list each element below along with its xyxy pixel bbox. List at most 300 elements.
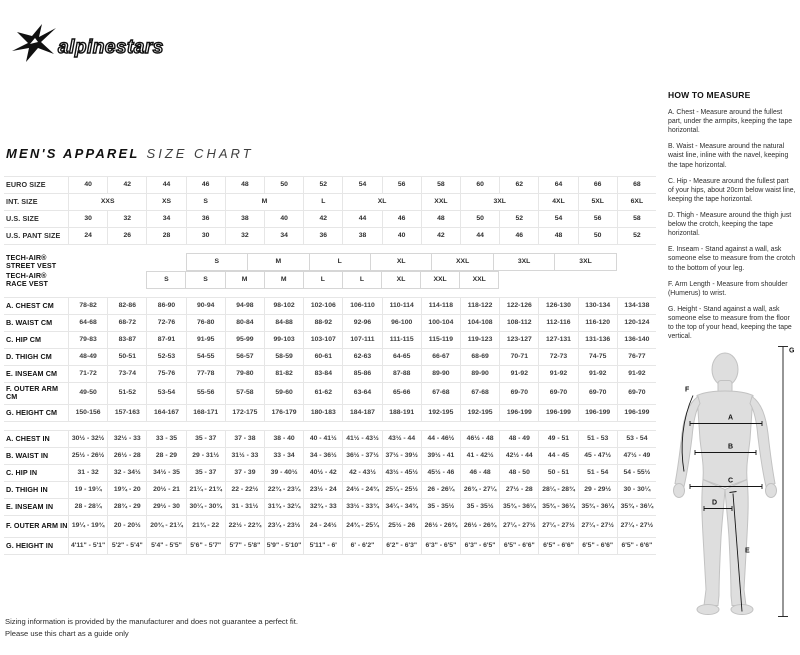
table-row (4, 499, 656, 516)
table-cell: 27¼ - 27½ (538, 516, 577, 538)
table-cell: 77-78 (186, 366, 225, 383)
table-cell: 38 (225, 211, 264, 228)
table-cell: 188-191 (382, 405, 421, 422)
table-cell: 26½ - 26¾ (460, 516, 499, 538)
table-cell: 52 (617, 228, 656, 245)
table-cell: 29 - 29½ (578, 482, 617, 499)
table-cell: 81-82 (264, 366, 303, 383)
table-cell: 45½ - 46 (421, 465, 460, 482)
table-cell: 4'11" - 5'1" (68, 538, 107, 555)
table-cell: 32 (225, 228, 264, 245)
table-cell: 35¾ - 36¼ (617, 499, 656, 516)
table-cell: 192-195 (460, 405, 499, 422)
table-cell: 136-140 (617, 332, 656, 349)
how-to-measure-panel (668, 90, 796, 348)
table-cell: 35 - 37 (186, 465, 225, 482)
table-cell: 6' - 6'2" (342, 538, 381, 555)
table-cell: 48-49 (68, 349, 107, 366)
table-cell: 38 (342, 228, 381, 245)
table-cell: 68 (617, 176, 656, 194)
table-cell: 72-76 (146, 315, 185, 332)
footer-line-1: Sizing information is provided by the manufacturer and does not guarantee a perfect fit. (5, 617, 298, 626)
table-cell: 38 - 40 (264, 430, 303, 448)
tech-air-size-cells (186, 253, 617, 271)
table-cell: 54 (342, 176, 381, 194)
table-cell: 58 (421, 176, 460, 194)
vest-size-cell: XXL (432, 253, 493, 271)
table-cell: 118-122 (460, 297, 499, 315)
table-cell: 123-127 (499, 332, 538, 349)
table-cell: 120-124 (617, 315, 656, 332)
table-cell: 59-60 (264, 383, 303, 405)
table-row (4, 332, 656, 349)
table-cell: 89-90 (421, 366, 460, 383)
table-cell: 5'6" - 5'7" (186, 538, 225, 555)
table-cell: 23¼ - 23½ (264, 516, 303, 538)
logo-wordmark: alpinestars (58, 37, 164, 58)
table-cell: 95-99 (225, 332, 264, 349)
vest-size-cell: M (248, 253, 309, 271)
row-label: A. CHEST IN (4, 430, 68, 448)
table-cell: 114-118 (421, 297, 460, 315)
label-d: D (712, 499, 718, 507)
table-cell: 56 (382, 176, 421, 194)
table-cell: 107-111 (342, 332, 381, 349)
table-cell: 57-58 (225, 383, 264, 405)
table-cell: 92-96 (342, 315, 381, 332)
table-cell: 25¼ - 25½ (382, 482, 421, 499)
table-cell: 32 - 34½ (107, 465, 146, 482)
table-cell: 54-55 (186, 349, 225, 366)
table-cell: 35 - 35½ (421, 499, 460, 516)
table-cell: 21¾ - 22 (186, 516, 225, 538)
table-cell: 24 (68, 228, 107, 245)
table-cell: 48 (538, 228, 577, 245)
row-label: G. HEIGHT IN (4, 538, 68, 555)
footer-line-2: Please use this chart as a guide only (5, 629, 129, 638)
table-cell: 87-88 (382, 366, 421, 383)
table-cell: 24½ - 24¾ (342, 482, 381, 499)
table-cell: 28 - 28¼ (68, 499, 107, 516)
table-cell: 180-183 (303, 405, 342, 422)
table-cell: 30 (68, 211, 107, 228)
table-cell: 55-56 (186, 383, 225, 405)
table-cell: 90-94 (186, 297, 225, 315)
table-cell: 5XL (578, 194, 617, 211)
page-title (6, 146, 254, 161)
table-cell: 110-114 (382, 297, 421, 315)
table-cell: 111-115 (382, 332, 421, 349)
table-cell: 168-171 (186, 405, 225, 422)
table-cell: 23½ - 24 (303, 482, 342, 499)
table-cell: 69-70 (617, 383, 656, 405)
table-cell: 26¾ - 27¼ (460, 482, 499, 499)
table-cell: 39 - 40½ (264, 465, 303, 482)
table-cell: 60 (460, 176, 499, 194)
table-cell: 88-92 (303, 315, 342, 332)
table-cell: 42½ - 44 (499, 448, 538, 465)
table-cell: 78-82 (68, 297, 107, 315)
table-row (4, 211, 656, 228)
table-cell: 44 (146, 176, 185, 194)
table-cell: 50-51 (107, 349, 146, 366)
table-cell: 6XL (617, 194, 656, 211)
table-cell: 130-134 (578, 297, 617, 315)
table-cell: 104-108 (460, 315, 499, 332)
table-cell: 19¼ - 19¾ (68, 516, 107, 538)
table-cell: 6'5" - 6'6" (578, 538, 617, 555)
label-g: G (789, 347, 795, 355)
row-label: A. CHEST CM (4, 297, 68, 315)
table-cell: 72-73 (538, 349, 577, 366)
vest-size-cell: 3XL (494, 253, 555, 271)
vest-size-cell: S (146, 271, 186, 289)
table-cell: 42 (107, 176, 146, 194)
table-cell: 34¼ - 34¾ (382, 499, 421, 516)
table-cell: 50 (578, 228, 617, 245)
table-cell: 44 - 45 (538, 448, 577, 465)
table-cell: 56 (578, 211, 617, 228)
vest-size-cell: 3XL (555, 253, 616, 271)
row-label: B. WAIST IN (4, 448, 68, 465)
table-cell: 119-123 (460, 332, 499, 349)
table-cell: XXL (421, 194, 460, 211)
table-cell: 46 (186, 176, 225, 194)
table-cell: 96-100 (382, 315, 421, 332)
table-cell: 27½ - 28 (499, 482, 538, 499)
table-cell: 49-50 (68, 383, 107, 405)
table-cell: 30¼ - 30¾ (186, 499, 225, 516)
table-cell: 29 - 31½ (186, 448, 225, 465)
measure-instruction-height: G. Height - Stand against a wall, ask someone else to measure from the floor to the top of your head, keeping the tape vertical. (668, 305, 792, 341)
table-cell: 33 - 34 (264, 448, 303, 465)
table-cell: 6'3" - 6'5" (460, 538, 499, 555)
table-cell: 116-120 (578, 315, 617, 332)
table-cell: 64-65 (382, 349, 421, 366)
tech-air-size-cells (146, 271, 499, 289)
table-row (4, 430, 656, 448)
vest-size-cell: M (265, 271, 304, 289)
vest-size-cell: XXL (421, 271, 460, 289)
table-cell: 54 (538, 211, 577, 228)
table-cell: 51-52 (107, 383, 146, 405)
vest-size-cell: S (186, 253, 248, 271)
table-cell: 64-68 (68, 315, 107, 332)
table-cell: 54 - 55½ (617, 465, 656, 482)
table-cell: 27¼ - 27½ (499, 516, 538, 538)
table-cell: 82-86 (107, 297, 146, 315)
table-cell: 196-199 (499, 405, 538, 422)
row-label: U.S. SIZE (4, 211, 68, 228)
table-cell: 26 (107, 228, 146, 245)
measure-instruction-arm: F. Arm Length - Measure from shoulder (Humerus) to wrist. (668, 280, 788, 297)
table-cell: 6'2" - 6'3" (382, 538, 421, 555)
measure-instruction-inseam: E. Inseam - Stand against a wall, ask someone else to measure from the crotch to the bottom of your leg. (668, 246, 796, 272)
table-cell: 103-107 (303, 332, 342, 349)
table-cell: 91-92 (617, 366, 656, 383)
table-cell: 40 (382, 228, 421, 245)
table-cell: 30 - 30¼ (617, 482, 656, 499)
row-label: D. THIGH CM (4, 349, 68, 366)
table-row (4, 405, 656, 422)
table-cell: 25½ - 26 (382, 516, 421, 538)
row-label: B. WAIST CM (4, 315, 68, 332)
table-cell: 53 - 54 (617, 430, 656, 448)
table-cell: 48 - 50 (499, 465, 538, 482)
table-row (4, 349, 656, 366)
row-label: E. INSEAM CM (4, 366, 68, 383)
table-cell: 73-74 (107, 366, 146, 383)
table-cell: 102-106 (303, 297, 342, 315)
table-cell: 58 (617, 211, 656, 228)
table-cell: 112-116 (538, 315, 577, 332)
table-cell: 91-92 (578, 366, 617, 383)
table-cell: 100-104 (421, 315, 460, 332)
table-cell: 172-175 (225, 405, 264, 422)
table-cell: 40 - 41½ (303, 430, 342, 448)
table-cell: 36 (186, 211, 225, 228)
table-cell: 99-103 (264, 332, 303, 349)
table-cell: 4XL (538, 194, 577, 211)
table-cell: 69-70 (499, 383, 538, 405)
table-cell: 36 (303, 228, 342, 245)
table-cell: 40 (68, 176, 107, 194)
row-label: EURO SIZE (4, 176, 68, 194)
table-cell: 22½ - 22¾ (225, 516, 264, 538)
table-cell: 42 - 43½ (342, 465, 381, 482)
table-cell: 196-199 (538, 405, 577, 422)
table-cell: 34 - 36½ (303, 448, 342, 465)
table-cell: 91-92 (499, 366, 538, 383)
table-cell: 46½ - 48 (460, 430, 499, 448)
row-label: U.S. PANT SIZE (4, 228, 68, 245)
table-cell: S (186, 194, 225, 211)
label-b: B (728, 443, 734, 451)
table-cell: 122-126 (499, 297, 538, 315)
table-row (4, 366, 656, 383)
table-cell: 22 - 22½ (225, 482, 264, 499)
table-cell: 83-84 (303, 366, 342, 383)
table-row (4, 465, 656, 482)
row-label: G. HEIGHT CM (4, 405, 68, 422)
table-cell: 63-64 (342, 383, 381, 405)
row-label: C. HIP CM (4, 332, 68, 349)
table-cell: 79-80 (225, 366, 264, 383)
table-cell: 35¾ - 36¼ (538, 499, 577, 516)
table-cell: 26½ - 28 (107, 448, 146, 465)
table-cell: 34 (146, 211, 185, 228)
table-cell: 22¾ - 23¼ (264, 482, 303, 499)
measure-instruction-hip: C. Hip - Measure around the fullest part of your hips, about 20cm below waist line, keeping the tape horizontal. (668, 177, 796, 203)
table-cell: 35 - 37 (186, 430, 225, 448)
table-cell: 192-195 (421, 405, 460, 422)
table-row (4, 482, 656, 499)
table-cell: 6'5" - 6'6" (538, 538, 577, 555)
table-cell: 127-131 (538, 332, 577, 349)
measure-instruction-chest: A. Chest - Measure around the fullest part, under the armpits, keeping the tape horizontal. (668, 109, 793, 135)
table-cell: 19 - 19¼ (68, 482, 107, 499)
table-cell: 27¼ - 27½ (578, 516, 617, 538)
table-cell: 45 - 47½ (578, 448, 617, 465)
table-cell: 35 - 35½ (460, 499, 499, 516)
table-cell: 62 (499, 176, 538, 194)
table-cell: 87-91 (146, 332, 185, 349)
table-cell: 31 - 32 (68, 465, 107, 482)
table-cell: 43½ - 44 (382, 430, 421, 448)
table-cell: 60-61 (303, 349, 342, 366)
table-cell: 176-179 (264, 405, 303, 422)
table-cell: 24¾ - 25¼ (342, 516, 381, 538)
body-measurement-diagram (640, 338, 800, 646)
table-cell: 33½ - 33¾ (342, 499, 381, 516)
table-cell: 150-156 (68, 405, 107, 422)
table-cell: 28 (146, 228, 185, 245)
table-cell: 32½ - 33 (107, 430, 146, 448)
table-cell: 41½ - 43½ (342, 430, 381, 448)
label-f: F (685, 386, 690, 394)
table-cell: 40 (264, 211, 303, 228)
table-cell: 84-88 (264, 315, 303, 332)
table-cell: 48 (421, 211, 460, 228)
body-diagram-graphic (640, 338, 800, 646)
table-row (4, 176, 656, 194)
table-cell: 62-63 (342, 349, 381, 366)
table-cell: 196-199 (578, 405, 617, 422)
table-cell: 69-70 (538, 383, 577, 405)
table-cell: 26 - 26¼ (421, 482, 460, 499)
table-row (4, 538, 656, 555)
table-cell: 80-84 (225, 315, 264, 332)
table-cell: 44 - 46½ (421, 430, 460, 448)
table-cell: 5'2" - 5'4" (107, 538, 146, 555)
label-a: A (728, 414, 734, 422)
label-e: E (745, 547, 750, 555)
table-cell: 32¾ - 33 (303, 499, 342, 516)
vest-size-cell: L (310, 253, 371, 271)
table-cell: 25½ - 26½ (68, 448, 107, 465)
table-cell: 34½ - 35 (146, 465, 185, 482)
alpinestars-logo-graphic (8, 20, 178, 68)
table-cell: 20¾ - 21¼ (146, 516, 185, 538)
table-row (4, 315, 656, 332)
table-cell: 35¾ - 36¼ (578, 499, 617, 516)
table-cell: 89-90 (460, 366, 499, 383)
table-cell: 5'4" - 5'5" (146, 538, 185, 555)
table-cell: 28 - 29 (146, 448, 185, 465)
table-cell: 41 - 42½ (460, 448, 499, 465)
vest-size-cell: XXL (460, 271, 499, 289)
table-cell: 52 (303, 176, 342, 194)
table-cell: 5'11" - 6' (303, 538, 342, 555)
table-cell: 6'3" - 6'5" (421, 538, 460, 555)
vest-size-cell: XL (371, 253, 432, 271)
page-title-secondary: SIZE CHART (146, 146, 254, 161)
table-cell: 115-119 (421, 332, 460, 349)
table-cell: 76-80 (186, 315, 225, 332)
table-cell: 58-59 (264, 349, 303, 366)
table-cell: 46 (382, 211, 421, 228)
table-cell: 61-62 (303, 383, 342, 405)
table-cell: 29½ - 30 (146, 499, 185, 516)
table-cell: 43½ - 45½ (382, 465, 421, 482)
table-cell: 68-72 (107, 315, 146, 332)
table-row (4, 253, 656, 271)
table-cell: L (303, 194, 342, 211)
table-cell: 6'5" - 6'6" (617, 538, 656, 555)
table-cell: 157-163 (107, 405, 146, 422)
table-cell: 34 (264, 228, 303, 245)
table-cell: 164-167 (146, 405, 185, 422)
table-cell: 20 - 20½ (107, 516, 146, 538)
row-label: F. OUTER ARM IN (4, 516, 68, 538)
table-cell: 94-98 (225, 297, 264, 315)
table-cell: 48 (225, 176, 264, 194)
table-cell: 31¾ - 32¼ (264, 499, 303, 516)
how-to-measure-heading: HOW TO MEASURE (668, 90, 751, 100)
table-cell: 36½ - 37½ (342, 448, 381, 465)
row-label: E. INSEAM IN (4, 499, 68, 516)
table-cell: 67-68 (460, 383, 499, 405)
table-cell: 31 - 31½ (225, 499, 264, 516)
table-cell: 71-72 (68, 366, 107, 383)
vest-size-cell: XL (382, 271, 421, 289)
table-cell: 106-110 (342, 297, 381, 315)
table-cell: 37 - 38 (225, 430, 264, 448)
table-cell: 30 (186, 228, 225, 245)
table-cell: 52-53 (146, 349, 185, 366)
table-cell: XS (146, 194, 185, 211)
table-cell: 69-70 (578, 383, 617, 405)
row-label: D. THIGH IN (4, 482, 68, 499)
table-cell: 65-66 (382, 383, 421, 405)
table-cell: 50 - 51 (538, 465, 577, 482)
table-cell: 66-67 (421, 349, 460, 366)
table-cell: 24 - 24½ (303, 516, 342, 538)
table-cell: 30½ - 32½ (68, 430, 107, 448)
table-cell: 51 - 53 (578, 430, 617, 448)
table-cell: 27¼ - 27½ (617, 516, 656, 538)
table-cell: 35¾ - 36¼ (499, 499, 538, 516)
table-row (4, 228, 656, 245)
table-cell: 66 (578, 176, 617, 194)
size-table (4, 176, 656, 555)
table-cell: M (225, 194, 303, 211)
table-cell: 5'7" - 5'8" (225, 538, 264, 555)
table-cell: 37 - 39 (225, 465, 264, 482)
table-cell: 44 (460, 228, 499, 245)
table-cell: 76-77 (617, 349, 656, 366)
table-cell: 44 (342, 211, 381, 228)
table-cell: 6'5" - 6'6" (499, 538, 538, 555)
table-row (4, 448, 656, 465)
page-title-primary: MEN'S APPAREL (6, 146, 140, 161)
vest-size-cell: L (304, 271, 343, 289)
table-cell: 98-102 (264, 297, 303, 315)
table-cell: 70-71 (499, 349, 538, 366)
table-cell: 26½ - 26¾ (421, 516, 460, 538)
table-cell: 31½ - 33 (225, 448, 264, 465)
table-cell: 42 (421, 228, 460, 245)
alpinestars-logo (8, 20, 178, 68)
vest-size-cell: S (186, 271, 225, 289)
table-cell: 79-83 (68, 332, 107, 349)
table-cell: 64 (538, 176, 577, 194)
table-cell: 85-86 (342, 366, 381, 383)
table-cell: 53-54 (146, 383, 185, 405)
label-c: C (728, 477, 734, 485)
table-cell: 75-76 (146, 366, 185, 383)
table-row (4, 194, 656, 211)
